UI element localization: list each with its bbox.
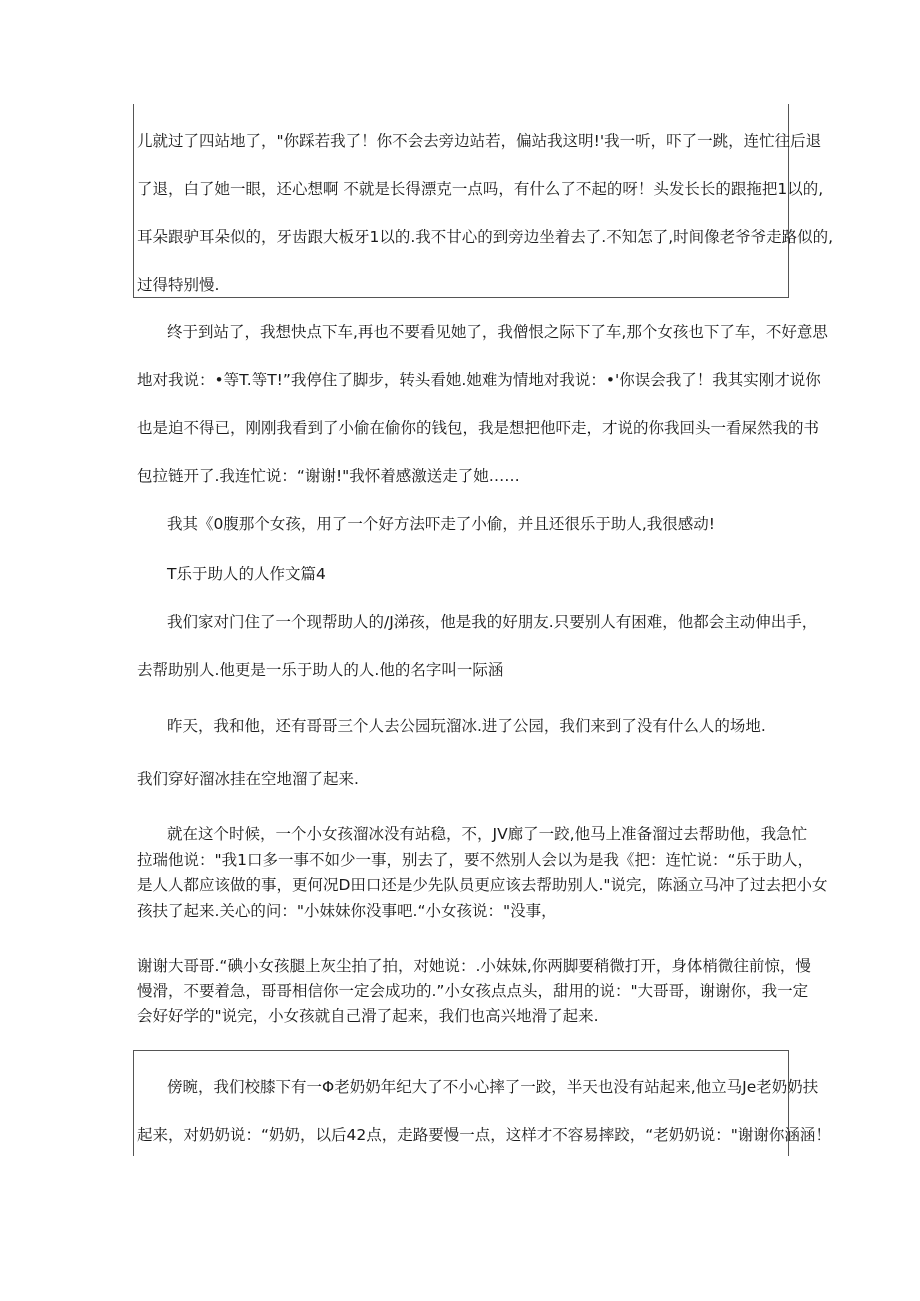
box2-line-1: 傍晼，我们校膝下有一Φ老奶奶年纪大了不小心摔了一跤，半天也没有站起来,他立马Je老奶奶扶 [167,1078,819,1096]
box2-line-2: 起来，对奶奶说：“奶奶，以后42点，走路要慢一点，这样才不容易摔跤，“老奶奶说："谢谢你涵涵！ [137,1126,831,1144]
para4-line: 昨天，我和他，还有哥哥三个人去公园玩溜冰.进了公园，我们来到了没有什么人的场地. [167,717,766,735]
para2-line: 我其《0腹那个女孩，用了一个好方法吓走了小偷，并且还很乐于助人,我很感动! [167,515,716,533]
para7-line-2: 慢滑，不要着急，哥哥相信你一定会成功的.”小女孩点点头，甜用的说："大哥哥，谢谢你，我一定 [137,982,809,1000]
para1-line-4: 包拉链开了.我连忙说：“谢谢!"我怀着感激送走了她…… [137,467,520,485]
para6-line-1: 就在这个时候，一个小女孩溜冰没有站稳，不，JV廊了一跤,他马上准备溜过去帮助他，我急忙 [167,825,808,843]
para3-line-2: 去帮助别人.他更是一乐于助人的人.他的名字叫一际涵 [137,661,504,679]
para5-line: 我们穿好溜冰挂在空地溜了起来. [137,770,359,788]
para3-line-1: 我们家对门住了一个现帮助人的/J涕孩，他是我的好朋友.只要别人有困难，他都会主动伸出手， [167,613,818,631]
section-heading: T乐于助人的人作文篇4 [167,565,326,583]
para7-line-1: 谢谢大哥哥.“碘小女孩腿上灰尘拍了拍，对她说：.小妹妹,你两脚要稍微打开，身体梢微往前惊，慢 [137,957,811,975]
para6-line-4: 孩扶了起来.关心的问："小妹妹你没事吧.“小女孩说："没事， [137,902,557,920]
para7-line-3: 会好好学的"说完，小女孩就自己滑了起来，我们也高兴地滑了起来. [137,1007,599,1025]
para6-line-2: 拉瑞他说："我1口多一事不如少一事，别去了，要不然别人会以为是我《把：连忙说：“乐于助人， [137,851,814,869]
para1-line-3: 也是迫不得已，刚刚我看到了小偷在偷你的钱包，我是想把他吓走，才说的你我回头一看屎然我的书 [137,419,820,437]
box1-line-4: 过得特别慢. [137,276,220,294]
box1-line-2: 了退，白了她一眼，还心想啊 不就是长得漂克一点吗，有什么了不起的呀！头发长长的跟拖把1以的, [137,180,824,198]
para1-line-1: 终于到站了，我想快点下车,再也不要看见她了，我僧恨之际下了车,那个女孩也下了车，不好意思 [167,323,828,341]
para6-line-3: 是人人都应该做的事，更何况D田口还是少先队员更应该去帮助别人."说完，陈涵立马冲了过去把小女 [137,876,828,894]
box1-line-3: 耳朵跟驴耳朵似的，牙齿跟大板牙1以的.我不甘心的到旁边坐着去了.不知怎了,时间像老爷爷走路似的, [137,228,834,246]
para1-line-2: 地对我说：•等T.等T!”我停住了脚步，转头看她.她难为情地对我说：•'你误会我了！我其实刚才说你 [137,371,821,389]
box1-line-1: 儿就过了四站地了，"你踩若我了！你不会去旁边站若，偏站我这明!'我一听，吓了一跳，连忙往后退 [137,132,822,150]
